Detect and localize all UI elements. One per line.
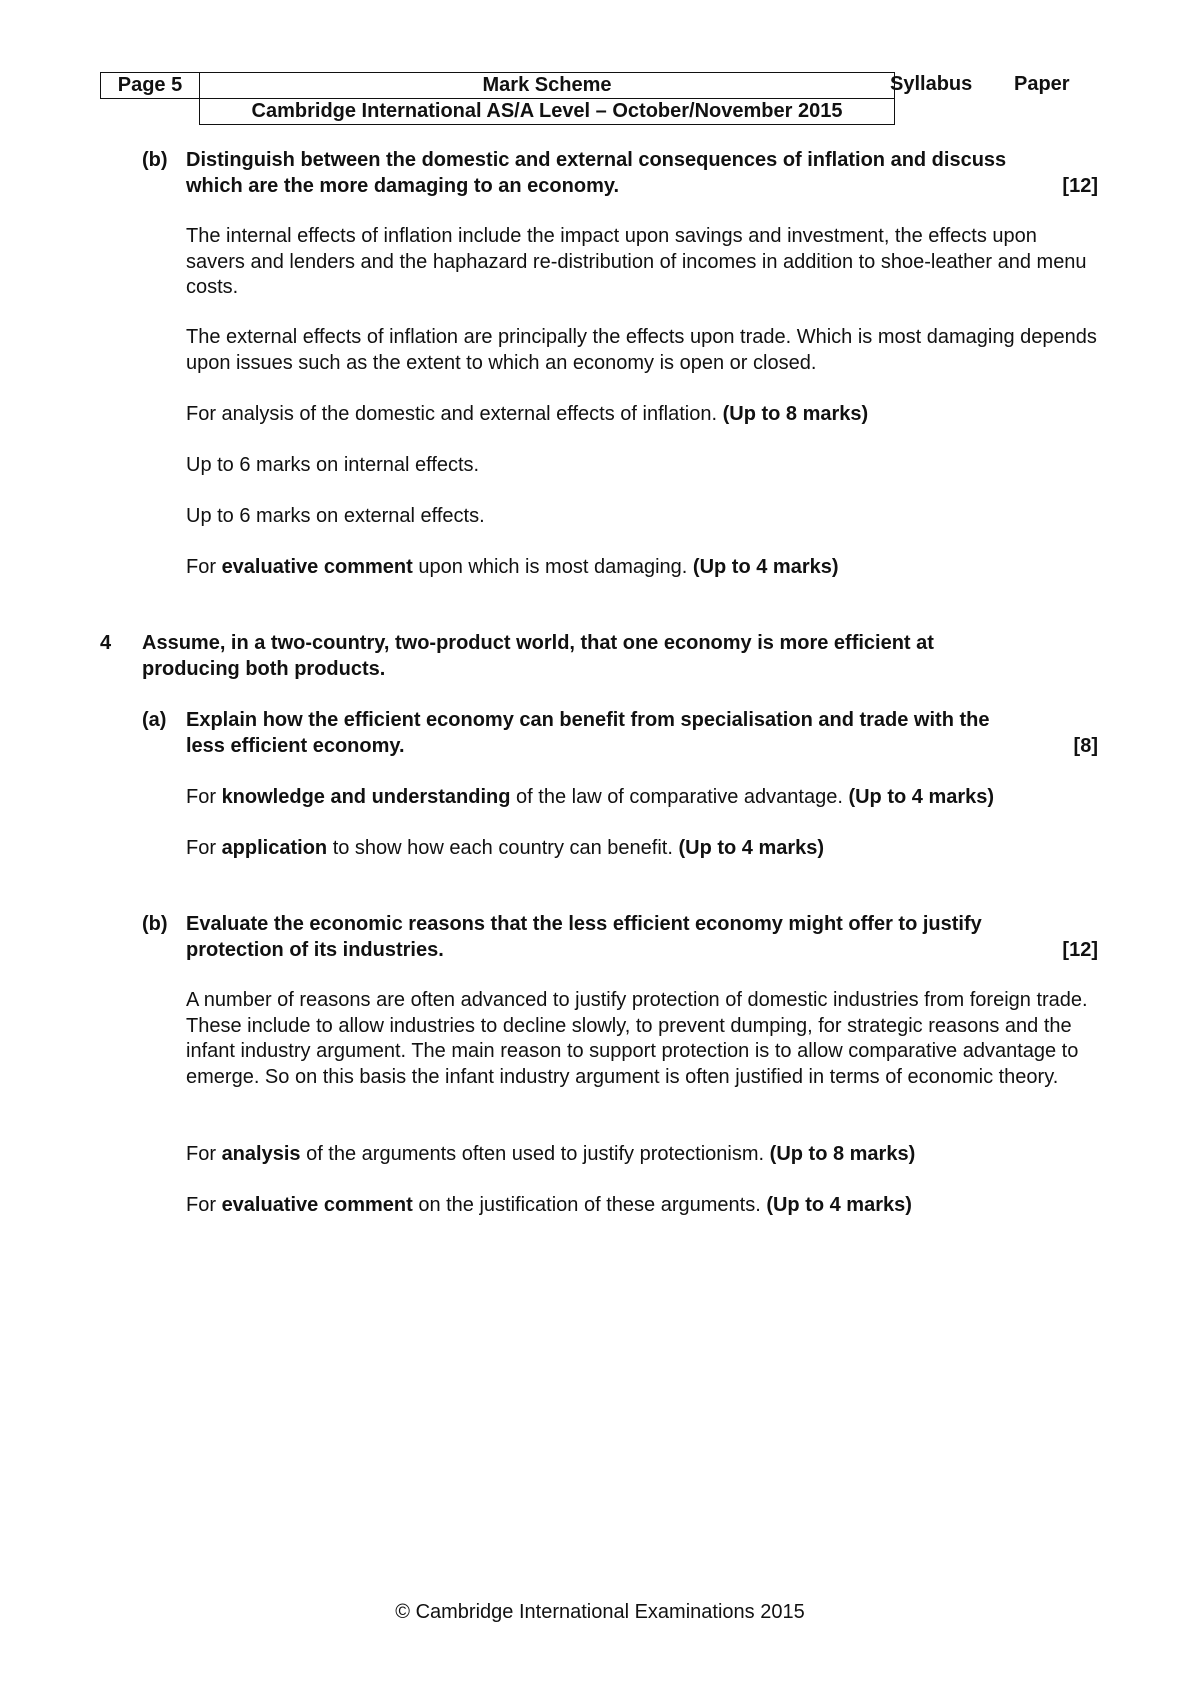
q4a-question-line1: Explain how the efficient economy can benefit from specialisation and trade with the xyxy=(186,709,990,731)
document-title: Mark Scheme xyxy=(200,73,895,99)
q4b-p2-marks: (Up to 8 marks) xyxy=(769,1143,916,1165)
q3b-question xyxy=(186,148,1098,199)
q4b-p3-pre: For xyxy=(186,1194,222,1216)
q3b-paragraph-6 xyxy=(186,555,1098,581)
q3b-label: (b) xyxy=(142,149,168,171)
q3b-p6-marks: (Up to 4 marks) xyxy=(692,556,839,578)
q4a-p1-bold: knowledge and understanding xyxy=(221,786,511,808)
q4b-p3-mid: on the justification of these arguments. xyxy=(412,1194,767,1216)
q4b-paragraph-2 xyxy=(186,1142,1098,1168)
q3b-question-line2: which are the more damaging to an economy. xyxy=(186,174,620,197)
q4b-marks: [12] xyxy=(1062,939,1098,961)
q3b-paragraph-4: Up to 6 marks on internal effects. xyxy=(186,454,480,476)
q3b-p6-pre: For xyxy=(186,556,222,578)
q4a-p2-pre: For xyxy=(186,837,222,859)
q4b-p3-bold: evaluative comment xyxy=(221,1194,413,1216)
q3b-marks: [12] xyxy=(1062,175,1098,197)
q4a-p1-marks: (Up to 4 marks) xyxy=(848,786,995,808)
q3b-paragraph-5: Up to 6 marks on external effects. xyxy=(186,505,485,527)
q3b-paragraph-3 xyxy=(186,402,1098,428)
q3b-p3-text: For analysis of the domestic and external effects of inflation. xyxy=(186,403,723,425)
q3b-paragraph-1: The internal effects of inflation include the impact upon savings and investment, the effects upon savers and lenders and the haphazard re-distribution of incomes in addition to shoe-leather and menu costs. xyxy=(186,225,1087,298)
q4a-p2-marks: (Up to 4 marks) xyxy=(678,837,825,859)
q4a-p1-mid: of the law of comparative advantage. xyxy=(510,786,849,808)
q4b-question-line2: protection of its industries. xyxy=(186,938,444,961)
q4-stem-line1: Assume, in a two-country, two-product world, that one economy is more efficient at xyxy=(142,632,934,654)
q4b-paragraph-3 xyxy=(186,1193,1098,1219)
q4a-paragraph-1 xyxy=(186,785,1098,811)
q4b-p3-marks: (Up to 4 marks) xyxy=(766,1194,912,1216)
q4b-paragraph-1: A number of reasons are often advanced to justify protection of domestic industries from foreign trade. These include to allow industries to decline slowly, to prevent dumping, for strategic reasons and the infant industry argument. The main reason to support protection is to allow comparative advantage to emerge. So on this basis the infant industry argument is often justified in terms of economic theory. xyxy=(186,989,1088,1088)
q3b-paragraph-2: The external effects of inflation are principally the effects upon trade. Which is most damaging depends upon issues such as the extent to which an economy is open or closed. xyxy=(186,326,1097,374)
syllabus-label: Syllabus xyxy=(890,73,973,95)
q4b-p2-bold: analysis xyxy=(221,1143,301,1165)
q4a-p2-mid: to show how each country can benefit. xyxy=(327,837,679,859)
q4b-p2-mid: of the arguments often used to justify protectionism. xyxy=(300,1143,770,1165)
paper-label: Paper xyxy=(1014,73,1070,95)
q4-stem xyxy=(142,631,1102,682)
header-table xyxy=(100,72,895,125)
document-subtitle: Cambridge International AS/A Level – October/November 2015 xyxy=(200,99,895,125)
footer-copyright: © Cambridge International Examinations 2015 xyxy=(395,1601,805,1623)
q4a-paragraph-2 xyxy=(186,836,1098,862)
q3b-question-line1: Distinguish between the domestic and external consequences of inflation and discuss xyxy=(186,149,1007,171)
q3b-p6-mid: upon which is most damaging. xyxy=(412,556,693,578)
q4b-question-line1: Evaluate the economic reasons that the less efficient economy might offer to justify xyxy=(186,913,982,935)
q4a-question-line2: less efficient economy. xyxy=(186,734,405,757)
q4a-marks: [8] xyxy=(1073,735,1098,757)
q4b-p2-pre: For xyxy=(186,1143,222,1165)
q4a-label: (a) xyxy=(142,709,167,731)
q4b-question xyxy=(186,912,1098,963)
q4-number: 4 xyxy=(100,632,112,654)
page-number: Page 5 xyxy=(101,73,200,99)
q4b-label: (b) xyxy=(142,913,168,935)
q3b-p3-marks: (Up to 8 marks) xyxy=(722,403,869,425)
q4a-question xyxy=(186,708,1098,759)
q4-stem-line2: producing both products. xyxy=(142,657,386,680)
q3b-p6-bold: evaluative comment xyxy=(221,556,413,578)
q4a-p2-bold: application xyxy=(221,837,328,859)
q4a-p1-pre: For xyxy=(186,786,222,808)
